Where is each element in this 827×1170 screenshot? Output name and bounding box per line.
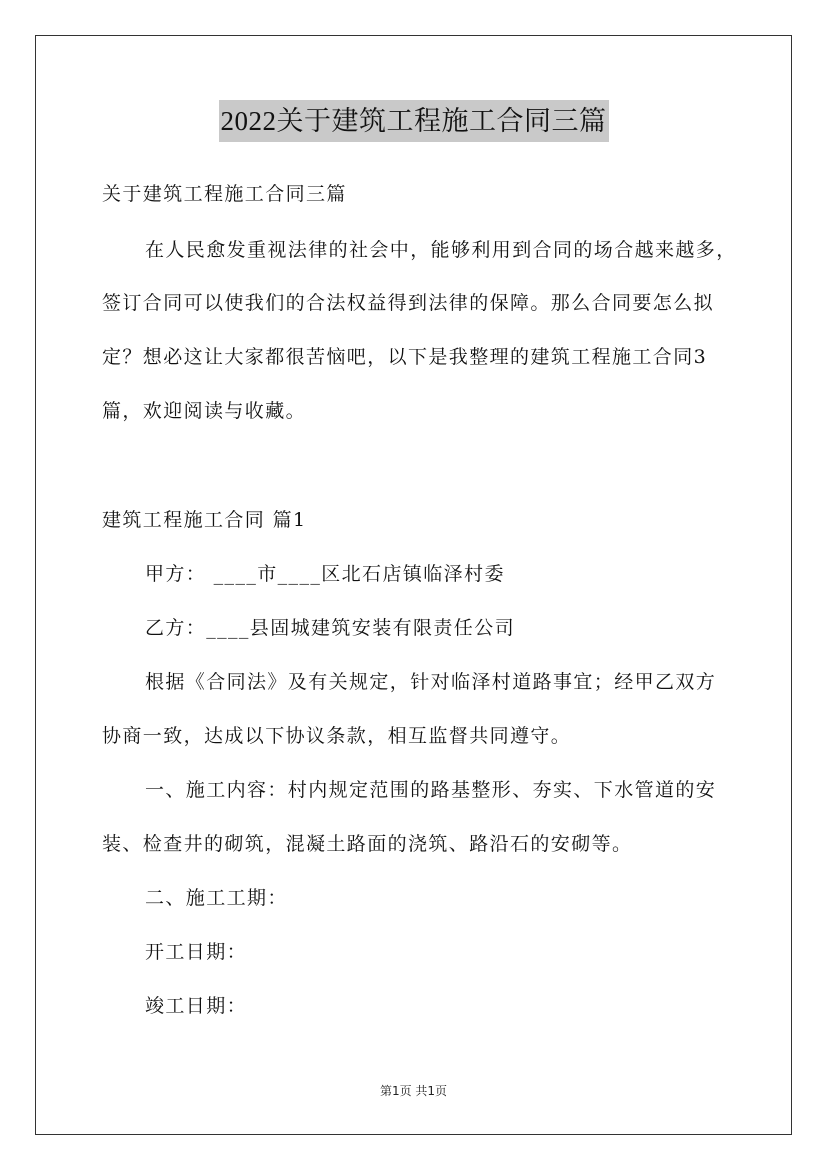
clause2-heading: 二、施工工期： (145, 887, 288, 909)
document-title: 2022关于建筑工程施工合同三篇 (219, 100, 609, 142)
section-heading: 建筑工程施工合同 篇1 (102, 509, 307, 531)
clause1-line-1: 一、施工内容：村内规定范围的路基整形、夯实、下水管道的安 (145, 779, 717, 801)
basis-line-1: 根据《合同法》及有关规定，针对临泽村道路事宜；经甲乙双方 (145, 671, 717, 693)
start-date-label: 开工日期： (145, 941, 248, 963)
intro-line-2: 签订合同可以使我们的合法权益得到法律的保障。那么合同要怎么拟 (102, 292, 715, 314)
clause1-line-2: 装、检查井的砌筑，混凝土路面的浇筑、路沿石的安砌等。 (102, 833, 633, 855)
party-a: 甲方： ____市____区北石店镇临泽村委 (145, 563, 505, 585)
intro-line-3: 定？想必这让大家都很苦恼吧，以下是我整理的建筑工程施工合同3 (102, 346, 708, 368)
intro-line-1: 在人民愈发重视法律的社会中，能够利用到合同的场合越来越多， (145, 239, 737, 261)
document-subtitle: 关于建筑工程施工合同三篇 (102, 183, 347, 205)
basis-line-2: 协商一致，达成以下协议条款，相互监督共同遵守。 (102, 725, 572, 747)
page-footer: 第1页 共1页 (379, 1084, 448, 1098)
party-b: 乙方：____县固城建筑安装有限责任公司 (145, 617, 516, 639)
end-date-label: 竣工日期： (145, 995, 248, 1017)
intro-line-4: 篇，欢迎阅读与收藏。 (102, 400, 307, 422)
title-wrap (0, 100, 827, 142)
